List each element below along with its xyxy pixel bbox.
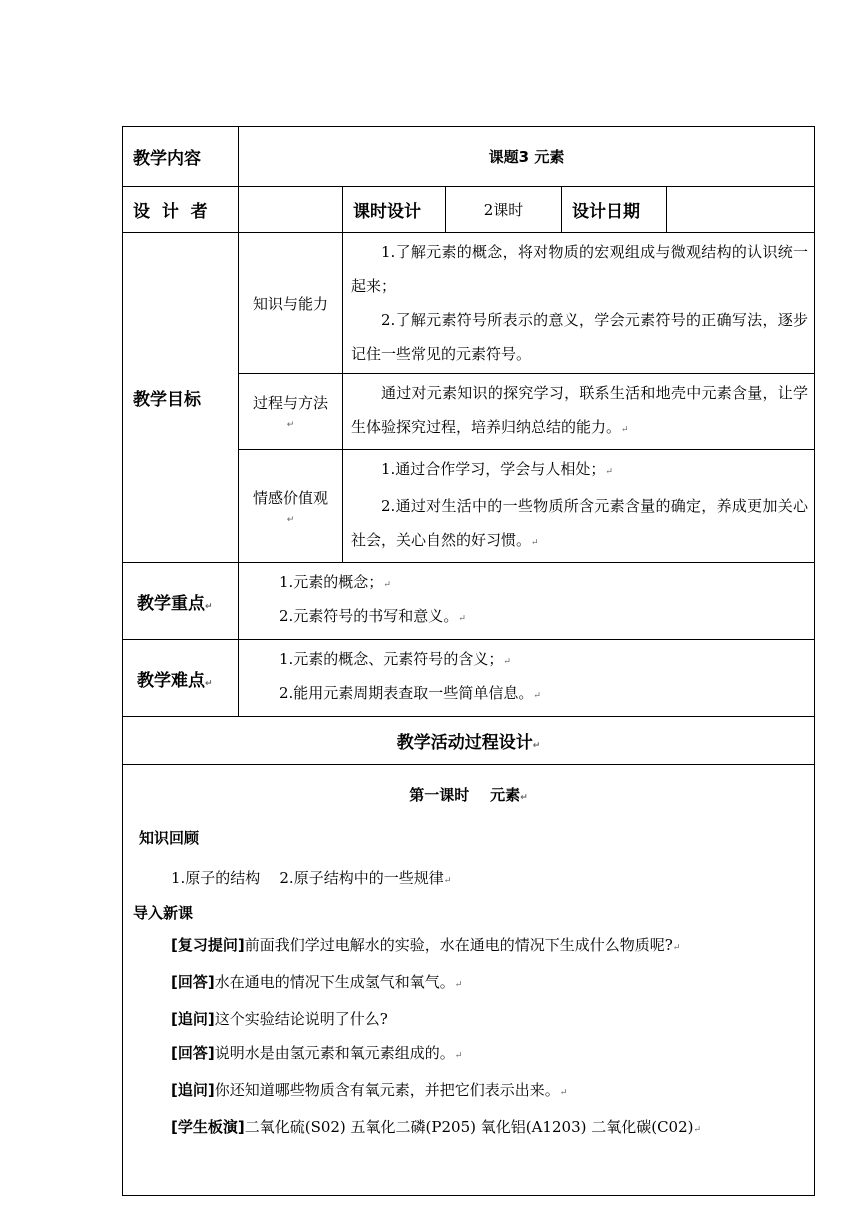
process-design-title-cell: [123, 717, 815, 765]
dialogue-tag: [学生板演]: [171, 1118, 245, 1136]
process-text: 通过对元素知识的探究学习，联系生活和地壳中元素含量，让学生体验探究过程，培养归纳总结的能力。: [351, 384, 809, 436]
paragraph-mark: ↵: [559, 1088, 568, 1098]
dialogue-line: [133, 1110, 804, 1147]
paragraph-mark: ↵: [533, 691, 541, 701]
paragraph-mark: ↵: [520, 793, 528, 803]
dialogue-tag: [追问]: [171, 1081, 215, 1099]
dialogue-line: [133, 965, 804, 1002]
paragraph-mark: ↵: [205, 601, 213, 612]
process-label: 过程与方法: [252, 394, 328, 412]
review-text: 1.原子的结构 2.原子结构中的一些规律: [171, 869, 444, 887]
knowledge-item: 2.了解元素符号所表示的意义，学会元素符号的正确写法，逐步记住一些常见的元素符号。: [351, 311, 809, 363]
knowledge-content: [343, 233, 815, 374]
designer-value: [239, 187, 343, 233]
paragraph-mark: ↵: [503, 657, 511, 667]
dialogue-line: [133, 928, 804, 965]
paragraph-mark: ↵: [286, 514, 295, 525]
process-label-cell: [239, 374, 343, 450]
dialogue-text: 你还知道哪些物质含有氧元素，并把它们表示出来。: [214, 1081, 560, 1099]
emotion-content: [343, 450, 815, 563]
designer-label: 设 计 者: [123, 187, 239, 233]
paragraph-mark: ↵: [205, 678, 213, 689]
process-content: [343, 374, 815, 450]
lesson-process-cell: [123, 765, 815, 1196]
content-value: 课题3 元素: [239, 127, 815, 187]
emotion-label-cell: [239, 450, 343, 563]
paragraph-mark: ↵: [621, 425, 629, 435]
paragraph-mark: ↵: [532, 741, 541, 751]
paragraph-mark: ↵: [458, 614, 466, 624]
difficult-points-content: [239, 640, 815, 717]
intro-heading: 导入新课: [133, 904, 194, 922]
content-label: 教学内容: [123, 127, 239, 187]
paragraph-mark: ↵: [454, 980, 463, 990]
date-value: [667, 187, 815, 233]
period-label: 课时设计: [343, 187, 446, 233]
dialogue-text: 这个实验结论说明了什么?: [214, 1010, 388, 1028]
key-point-item: 2.元素符号的书写和意义。: [279, 607, 459, 625]
dialogue-tag: [回答]: [171, 973, 215, 991]
dialogue-tag: [复习提问]: [171, 936, 245, 954]
lesson-title: 第一课时 元素: [409, 786, 521, 804]
process-design-title: 教学活动过程设计: [396, 733, 533, 753]
paragraph-mark: ↵: [672, 943, 681, 953]
key-point-item: 1.元素的概念；: [279, 573, 384, 591]
dialogue-text: 水在通电的情况下生成氢气和氧气。: [214, 973, 455, 991]
emotion-label: 情感价值观: [252, 488, 328, 507]
key-points-content: [239, 563, 815, 640]
key-points-label-cell: [123, 563, 239, 640]
dialogue-line: [133, 1036, 804, 1073]
review-heading: 知识回顾: [139, 829, 200, 847]
date-label: 设计日期: [562, 187, 667, 233]
goals-label: 教学目标: [123, 233, 239, 563]
difficult-point-item: 1.元素的概念、元素符号的含义；: [279, 650, 504, 668]
dialogue-tag: [回答]: [171, 1044, 215, 1062]
dialogue-line: [133, 1002, 804, 1036]
dialogue-line: [133, 1073, 804, 1110]
knowledge-item: 1.了解元素的概念，将对物质的宏观组成与微观结构的认识统一起来；: [351, 243, 809, 295]
dialogue-tag: [追问]: [171, 1010, 215, 1028]
key-points-label: 教学重点: [137, 593, 205, 614]
period-value: 2课时: [446, 187, 562, 233]
paragraph-mark: ↵: [693, 1125, 702, 1135]
dialogue-text: 二氧化硫(S02) 五氧化二磷(P205) 氧化铝(A1203) 二氧化碳(C02): [244, 1118, 694, 1136]
paragraph-mark: ↵: [454, 1051, 463, 1061]
dialogue-text: 前面我们学过电解水的实验，水在通电的情况下生成什么物质呢?: [244, 936, 673, 954]
dialogue-text: 说明水是由氢元素和氧元素组成的。: [214, 1044, 455, 1062]
difficult-points-label-cell: [123, 640, 239, 717]
knowledge-label: 知识与能力: [239, 233, 343, 374]
paragraph-mark: ↵: [443, 876, 452, 886]
lesson-plan-table: [122, 126, 815, 1196]
difficult-points-label: 教学难点: [137, 670, 205, 691]
paragraph-mark: ↵: [531, 538, 539, 548]
difficult-point-item: 2.能用元素周期表查取一些简单信息。: [279, 684, 534, 702]
emotion-item: 2.通过对生活中的一些物质所含元素含量的确定，养成更加关心社会，关心自然的好习惯。: [351, 497, 809, 549]
lesson-plan-document: [122, 126, 814, 1196]
emotion-item: 1.通过合作学习，学会与人相处；: [381, 460, 606, 478]
paragraph-mark: ↵: [383, 580, 391, 590]
paragraph-mark: ↵: [605, 467, 613, 477]
paragraph-mark: ↵: [286, 420, 295, 430]
